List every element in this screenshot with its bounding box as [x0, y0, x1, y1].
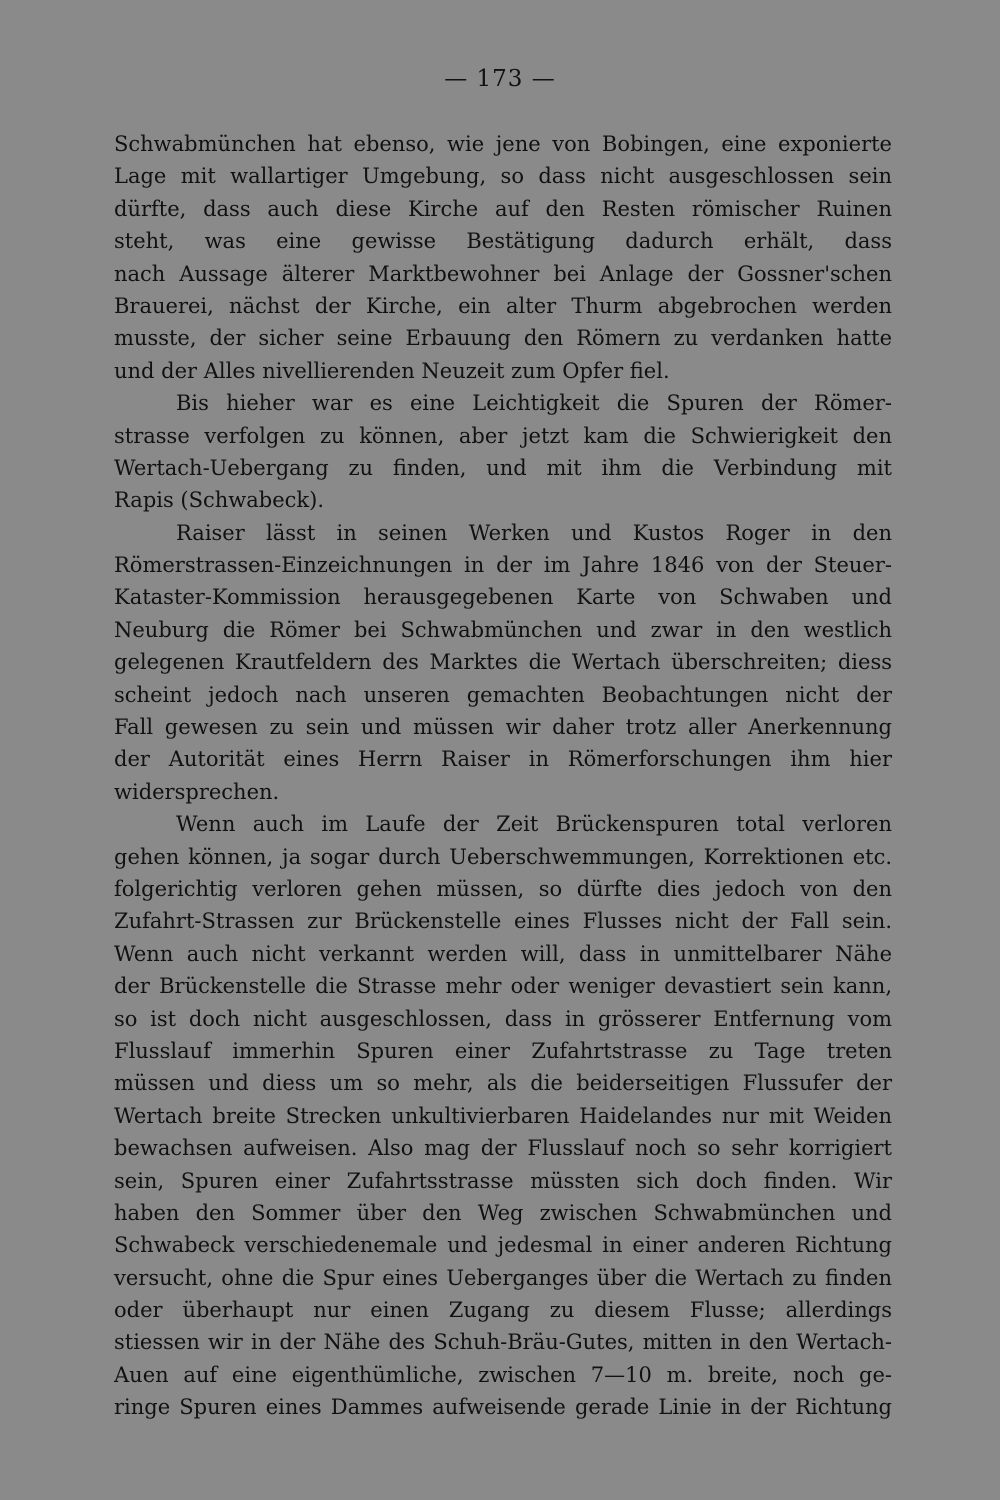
- text-line: Wenn auch nicht verkannt werden will, dass in unmittelbarer Nähe: [114, 941, 892, 966]
- text-line: ringe Spuren eines Dammes aufweisende gerade Linie in der Richtung: [114, 1395, 892, 1420]
- text-line: scheint jedoch nach unseren gemachten Beobachtungen nicht der: [114, 682, 892, 707]
- text-line: sein, Spuren einer Zufahrtsstrasse müssten sich doch finden. Wir: [114, 1168, 892, 1193]
- text-line: folgerichtig verloren gehen müssen, so dürfte dies jedoch von den: [114, 876, 892, 901]
- text-line: steht, was eine gewisse Bestätigung dadurch erhält, dass: [114, 229, 892, 254]
- text-line: versucht, ohne die Spur eines Ueberganges über die Wertach zu finden: [114, 1265, 892, 1290]
- text-line: haben den Sommer über den Weg zwischen Schwabmünchen und: [114, 1200, 892, 1225]
- text-line: der Autorität eines Herrn Raiser in Römerforschungen ihm hier: [114, 747, 892, 772]
- text-line: Schwabmünchen hat ebenso, wie jene von Bobingen, eine exponierte: [114, 132, 892, 156]
- text-line: Raiser lässt in seinen Werken und Kustos Roger in den: [176, 520, 892, 545]
- text-line: Flusslauf immerhin Spuren einer Zufahrtstrasse zu Tage treten: [114, 1038, 892, 1063]
- text-line: Auen auf eine eigenthümliche, zwischen 7—10 m. breite, noch ge-: [114, 1362, 892, 1387]
- text-line: Wertach-Uebergang zu finden, und mit ihm die Verbindung mit: [114, 455, 892, 480]
- page-number: — 173 —: [444, 66, 556, 92]
- text-line: Rapis (Schwabeck).: [114, 488, 325, 513]
- text-line: bewachsen aufweisen. Also mag der Flusslauf noch so sehr korrigiert: [114, 1136, 892, 1161]
- text-line: so ist doch nicht ausgeschlossen, dass in grösserer Entfernung vom: [114, 1006, 892, 1031]
- text-line: Fall gewesen zu sein und müssen wir daher trotz aller Anerkennung: [114, 715, 892, 740]
- text-line: gelegenen Krautfeldern des Marktes die Wertach überschreiten; diess: [114, 650, 892, 675]
- text-line: widersprechen.: [114, 779, 280, 804]
- text-line: Römerstrassen-Einzeichnungen in der im Jahre 1846 von der Steuer-: [114, 553, 892, 578]
- text-line: und der Alles nivellierenden Neuzeit zum Opfer fiel.: [114, 358, 670, 383]
- body-text: [114, 128, 892, 1424]
- text-line: Brauerei, nächst der Kirche, ein alter Thurm abgebrochen werden: [114, 293, 892, 318]
- text-line: Bis hieher war es eine Leichtigkeit die Spuren der Römer-: [176, 391, 892, 416]
- text-line: musste, der sicher seine Erbauung den Römern zu verdanken hatte: [114, 326, 892, 351]
- text-line: Schwabeck verschiedenemale und jedesmal in einer anderen Richtung: [114, 1233, 892, 1258]
- text-line: der Brückenstelle die Strasse mehr oder weniger devastiert sein kann,: [114, 974, 892, 999]
- text-line: müssen und diess um so mehr, als die beiderseitigen Flussufer der: [114, 1071, 892, 1096]
- text-line: dürfte, dass auch diese Kirche auf den Resten römischer Ruinen: [114, 196, 892, 221]
- text-line: Zufahrt-Strassen zur Brückenstelle eines Flusses nicht der Fall sein.: [114, 909, 892, 934]
- text-line: Wertach breite Strecken unkultivierbaren Haidelandes nur mit Weiden: [114, 1103, 892, 1128]
- text-line: Lage mit wallartiger Umgebung, so dass nicht ausgeschlossen sein: [114, 164, 892, 189]
- text-line: gehen können, ja sogar durch Ueberschwemmungen, Korrektionen etc.: [114, 844, 892, 869]
- text-line: Wenn auch im Laufe der Zeit Brückenspuren total verloren: [176, 812, 892, 837]
- text-line: Neuburg die Römer bei Schwabmünchen und zwar in den westlich: [114, 617, 892, 642]
- text-line: oder überhaupt nur einen Zugang zu diesem Flusse; allerdings: [114, 1298, 892, 1323]
- text-line: strasse verfolgen zu können, aber jetzt kam die Schwierigkeit den: [114, 423, 892, 448]
- text-line: Kataster-Kommission herausgegebenen Karte von Schwaben und: [114, 585, 892, 610]
- text-line: stiessen wir in der Nähe des Schuh-Bräu-Gutes, mitten in den Wertach-: [114, 1330, 892, 1355]
- text-line: nach Aussage älterer Marktbewohner bei Anlage der Gossner'schen: [114, 261, 892, 286]
